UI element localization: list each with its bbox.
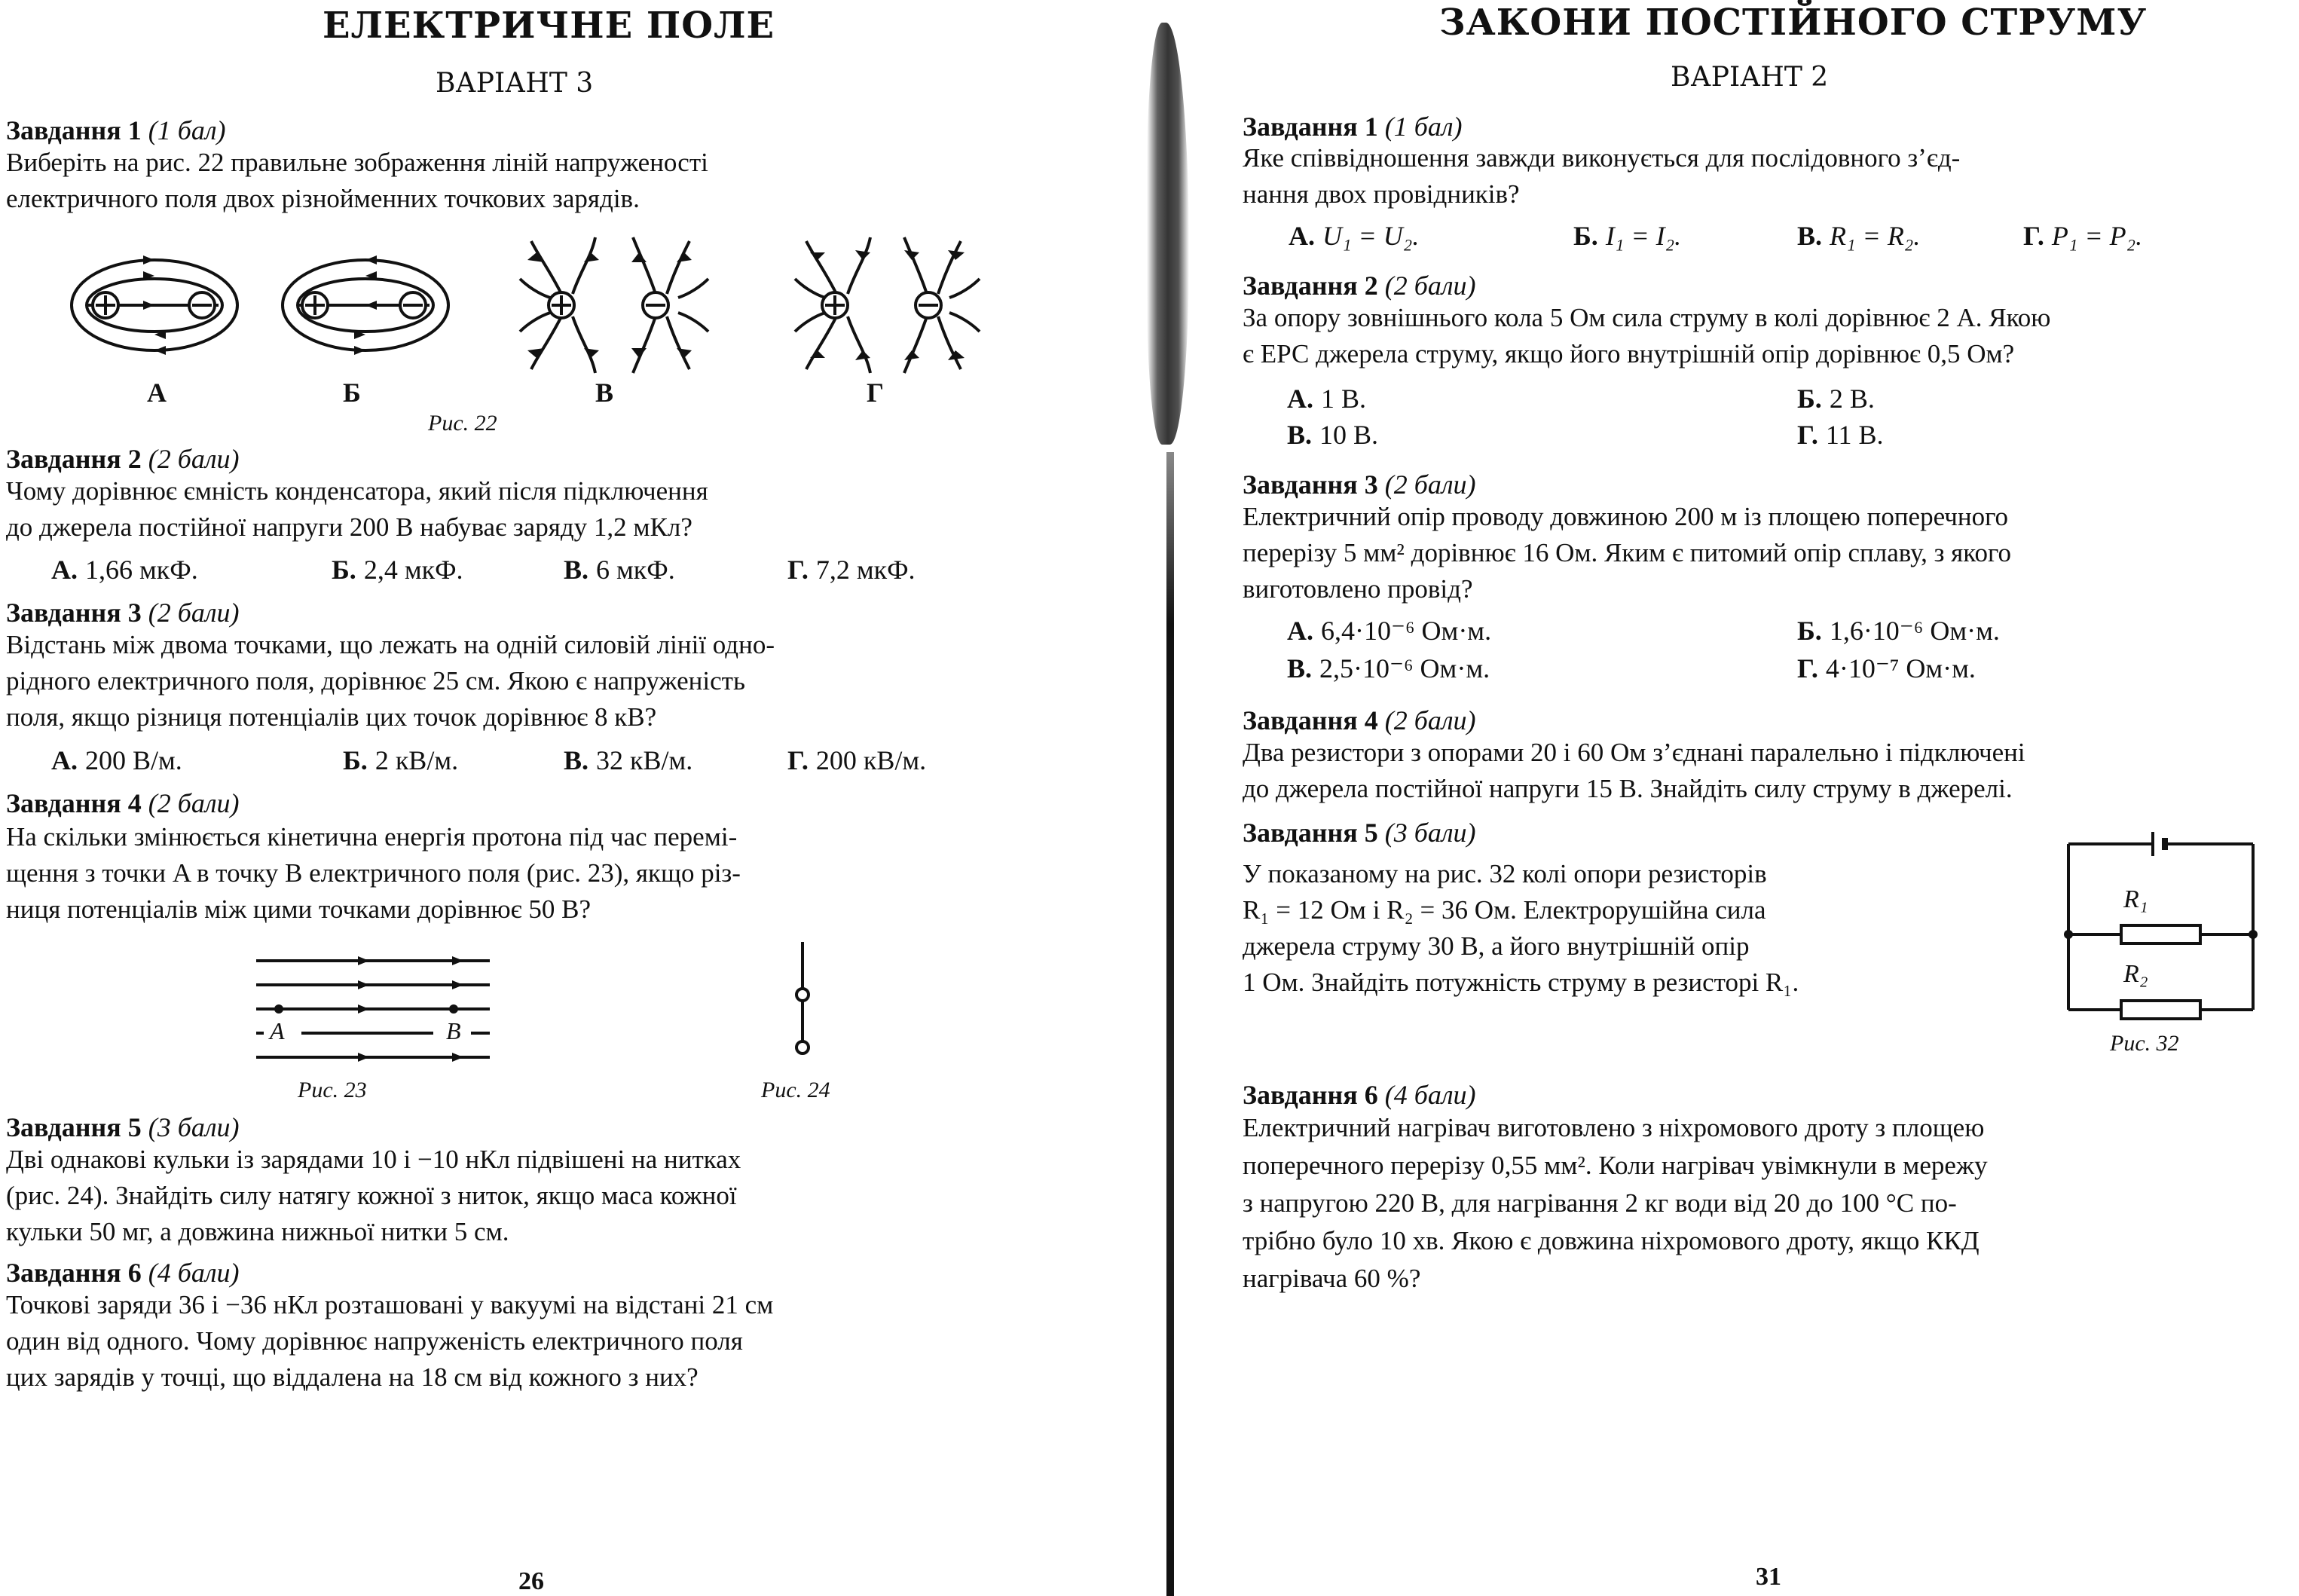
task1-text — [1243, 140, 1960, 212]
fig22-label-g: Г — [867, 378, 884, 408]
task2-option-v — [564, 554, 675, 586]
fig23-point-b: B — [446, 1017, 461, 1044]
task-label: Завдання 6 — [6, 1258, 142, 1288]
option-text: I₁ = I₂. — [1605, 221, 1682, 251]
task3-option-a — [1287, 615, 1491, 647]
option-letter: Б. — [1573, 221, 1598, 251]
option-text: 10 В. — [1319, 420, 1379, 450]
text-line: Електричний нагрівач виготовлено з ніхромового дроту з площею — [1243, 1113, 1985, 1142]
task-label: Завдання 2 — [1243, 271, 1378, 301]
task-points: (4 бали) — [148, 1258, 240, 1288]
task2-option-b — [332, 554, 463, 586]
task-label: Завдання 5 — [6, 1112, 142, 1142]
task3-option-g — [787, 744, 926, 776]
option-text: 32 кВ/м. — [596, 745, 693, 775]
task-points: (2 бали) — [148, 788, 240, 818]
text-line: виготовлено провід? — [1243, 574, 1473, 604]
task3-heading — [6, 597, 240, 628]
task1-option-a — [1289, 220, 1419, 252]
option-text: 1,66 мкФ. — [85, 555, 198, 585]
task3-option-b — [1797, 615, 2000, 647]
option-letter: В. — [1287, 653, 1313, 683]
task-points: (2 бали) — [1384, 705, 1476, 735]
text-line: 1 Ом. Знайдіть потужність струму в резисторі R₁. — [1243, 968, 1799, 997]
task-label: Завдання 5 — [1243, 818, 1378, 848]
task3-option-b — [343, 744, 458, 776]
text-line: Відстань між двома точками, що лежать на одній силовій лінії одно- — [6, 630, 775, 659]
option-letter: В. — [564, 555, 589, 585]
fig32-caption: Рис. 32 — [2110, 1031, 2179, 1056]
text-line: рідного електричного поля, дорівнює 25 см. Якою є напруженість — [6, 666, 745, 696]
option-text: 2,5·10⁻⁶ Ом·м. — [1319, 653, 1490, 683]
option-text: 2 кВ/м. — [375, 745, 459, 775]
fig22-label-b: Б — [343, 378, 361, 408]
task4-text — [1243, 735, 2025, 807]
option-letter: А. — [1289, 221, 1315, 251]
task-points: (2 бали) — [1384, 271, 1476, 301]
task6-heading — [1243, 1079, 1476, 1111]
option-text: 1 В. — [1321, 384, 1367, 414]
text-line: Дві однакові кульки із зарядами 10 і −10 нКл підвішені на нитках — [6, 1145, 741, 1174]
task2-option-v — [1287, 419, 1378, 451]
option-text: 11 В. — [1825, 420, 1884, 450]
text-line: кульки 50 мг, а довжина нижньої нитки 5 см. — [6, 1217, 509, 1246]
fig23-point-a: A — [270, 1017, 285, 1044]
option-text: 7,2 мкФ. — [815, 555, 916, 585]
fig22-label-v: В — [595, 378, 614, 408]
option-letter: Б. — [343, 745, 368, 775]
text-line: ниця потенціалів між цими точками дорівнює 50 В? — [6, 894, 592, 924]
task4-heading — [6, 787, 240, 819]
task5-heading — [1243, 817, 1476, 848]
option-letter: Г. — [787, 745, 809, 775]
task2-option-a — [51, 554, 198, 586]
text-line: трібно було 10 хв. Якою є довжина ніхромового дроту, якщо ККД — [1243, 1226, 1980, 1255]
task-label: Завдання 6 — [1243, 1080, 1378, 1110]
option-letter: В. — [1797, 221, 1823, 251]
task3-heading — [1243, 469, 1476, 500]
task-label: Завдання 3 — [1243, 469, 1378, 500]
text-line: з напругою 220 В, для нагрівання 2 кг води від 20 до 100 °С по- — [1243, 1188, 1957, 1218]
text-line: нання двох провідників? — [1243, 179, 1520, 209]
text-line: нагрівача 60 %? — [1243, 1264, 1421, 1293]
text-line: Точкові заряди 36 і −36 нКл розташовані у вакуумі на відстані 21 см — [6, 1290, 774, 1319]
task-label: Завдання 4 — [1243, 705, 1378, 735]
task-label: Завдання 4 — [6, 788, 142, 818]
task2-text — [1243, 300, 2050, 372]
page-number: 31 — [1756, 1563, 1781, 1591]
task1-heading — [6, 115, 226, 146]
text-line: (рис. 24). Знайдіть силу натягу кожної з ниток, якщо маса кожної — [6, 1181, 737, 1210]
task2-heading — [6, 443, 240, 475]
task-points: (1 бал) — [1384, 112, 1463, 142]
option-text: 2,4 мкФ. — [363, 555, 463, 585]
task1-text — [6, 145, 708, 217]
task1-option-g — [2023, 220, 2142, 252]
option-letter: Г. — [1797, 420, 1818, 450]
option-text: R₁ = R₂. — [1830, 221, 1921, 251]
text-line: до джерела постійної напруги 200 В набуває заряду 1,2 мКл? — [6, 512, 692, 542]
task3-option-v — [1287, 653, 1490, 684]
option-letter: А. — [1287, 616, 1313, 646]
option-text: 2 В. — [1829, 384, 1875, 414]
option-text: 4·10⁻⁷ Ом·м. — [1825, 653, 1976, 683]
option-text: 6 мкФ. — [596, 555, 675, 585]
task6-heading — [6, 1257, 240, 1289]
task-points: (3 бали) — [1384, 818, 1476, 848]
option-letter: Б. — [1797, 616, 1822, 646]
fig24-caption: Рис. 24 — [761, 1078, 830, 1102]
text-line: Виберіть на рис. 22 правильне зображення ліній напруженості — [6, 148, 708, 177]
task-points: (2 бали) — [148, 598, 240, 628]
page-title: ЕЛЕКТРИЧНЕ ПОЛЕ — [323, 5, 775, 47]
page-title: ЗАКОНИ ПОСТІЙНОГО СТРУМУ — [1439, 2, 2148, 44]
text-line: до джерела постійної напруги 15 В. Знайдіть силу струму в джерелі. — [1243, 774, 2013, 803]
task6-text — [6, 1287, 773, 1396]
option-text: P₁ = P₂. — [2051, 221, 2143, 251]
task5-heading — [6, 1111, 240, 1143]
task-label: Завдання 2 — [6, 444, 142, 474]
task3-option-a — [51, 744, 182, 776]
text-line: є ЕРС джерела струму, якщо його внутрішній опір дорівнює 0,5 Ом? — [1243, 339, 2015, 368]
text-line: За опору зовнішнього кола 5 Ом сила струму в колі дорівнює 2 А. Якою — [1243, 303, 2051, 332]
figure-32-circuit — [2065, 836, 2261, 1025]
option-letter: Б. — [332, 555, 356, 585]
text-line: цих зарядів у точці, що віддалена на 18 см від кожного з них? — [6, 1362, 699, 1392]
text-line: один від одного. Чому дорівнює напруженість електричного поля — [6, 1326, 743, 1356]
text-line: електричного поля двох різнойменних точкових зарядів. — [6, 184, 640, 213]
task-label: Завдання 3 — [6, 598, 142, 628]
task-points: (2 бали) — [148, 444, 240, 474]
task1-heading — [1243, 111, 1463, 142]
task2-option-a — [1287, 383, 1366, 414]
option-text: U₁ = U₂. — [1322, 221, 1420, 251]
option-letter: А. — [51, 555, 78, 585]
text-line: На скільки змінюється кінетична енергія протона під час перемі- — [6, 822, 738, 852]
text-line: R₁ = 12 Ом і R₂ = 36 Ом. Електрорушійна сила — [1243, 895, 1766, 925]
text-line: Електричний опір проводу довжиною 200 м із площею поперечного — [1243, 502, 2009, 531]
task-points: (3 бали) — [148, 1112, 240, 1142]
task3-option-g — [1797, 653, 1976, 684]
variant-label: ВАРІАНТ 2 — [1671, 62, 1829, 93]
option-letter: В. — [1287, 420, 1313, 450]
option-letter: Г. — [1797, 653, 1818, 683]
binding-smudge — [1147, 23, 1189, 445]
task5-text — [1243, 856, 1799, 1001]
option-letter: В. — [564, 745, 589, 775]
option-letter: Г. — [787, 555, 809, 585]
task-points: (1 бал) — [148, 115, 226, 145]
task3-text — [6, 627, 775, 735]
variant-label: ВАРІАНТ 3 — [436, 68, 594, 99]
task2-option-g — [787, 554, 916, 586]
binding-shadow — [1138, 0, 1198, 1596]
option-text: 200 В/м. — [85, 745, 182, 775]
text-line: Чому дорівнює ємність конденсатора, який після підключення — [6, 476, 708, 506]
task6-text — [1243, 1109, 1988, 1298]
right-page — [1236, 0, 2299, 1596]
option-letter: А. — [51, 745, 78, 775]
option-text: 6,4·10⁻⁶ Ом·м. — [1321, 616, 1492, 646]
text-line: Яке співвідношення завжди виконується для послідовного з’єд- — [1243, 143, 1961, 173]
task-points: (2 бали) — [1384, 469, 1476, 500]
fig32-r1-label: R₁ — [2123, 885, 2148, 913]
text-line: джерела струму 30 В, а його внутрішній опір — [1243, 931, 1750, 961]
option-letter: Б. — [1797, 384, 1822, 414]
text-line: поперечного перерізу 0,55 мм². Коли нагрівач увімкнули в мережу — [1243, 1151, 1988, 1180]
fig32-r2-label: R₂ — [2123, 960, 2148, 988]
option-letter: А. — [1287, 384, 1313, 414]
task4-heading — [1243, 705, 1476, 736]
task-label: Завдання 1 — [6, 115, 142, 145]
left-page — [0, 0, 1070, 1596]
page-number: 26 — [518, 1567, 544, 1595]
fig22-label-a: А — [147, 378, 167, 408]
task1-option-b — [1573, 220, 1681, 252]
text-line: У показаному на рис. 32 колі опори резисторів — [1243, 859, 1767, 888]
fig23-caption: Рис. 23 — [298, 1078, 367, 1102]
task4-text — [6, 819, 741, 928]
option-text: 1,6·10⁻⁶ Ом·м. — [1829, 616, 2000, 646]
text-line: щення з точки A в точку B електричного поля (рис. 23), якщо різ- — [6, 858, 741, 888]
binding-line — [1166, 452, 1174, 1596]
task-points: (4 бали) — [1384, 1080, 1476, 1110]
text-line: поля, якщо різниця потенціалів цих точок дорівнює 8 кВ? — [6, 702, 657, 732]
text-line: Два резистори з опорами 20 і 60 Ом з’єднані паралельно і підключені — [1243, 738, 2025, 767]
task1-option-v — [1797, 220, 1920, 252]
option-letter: Г. — [2023, 221, 2044, 251]
text-line: перерізу 5 мм² дорівнює 16 Ом. Яким є питомий опір сплаву, з якого — [1243, 538, 2011, 567]
task2-option-b — [1797, 383, 1875, 414]
task2-text — [6, 473, 708, 546]
task2-heading — [1243, 270, 1476, 301]
task-label: Завдання 1 — [1243, 112, 1378, 142]
task5-text — [6, 1142, 741, 1250]
task3-text — [1243, 499, 2011, 607]
figure-23 — [249, 953, 497, 1066]
option-text: 200 кВ/м. — [815, 745, 927, 775]
fig22-caption: Рис. 22 — [428, 411, 497, 436]
task2-option-g — [1797, 419, 1884, 451]
task3-option-v — [564, 744, 692, 776]
figure-24 — [784, 942, 821, 1062]
